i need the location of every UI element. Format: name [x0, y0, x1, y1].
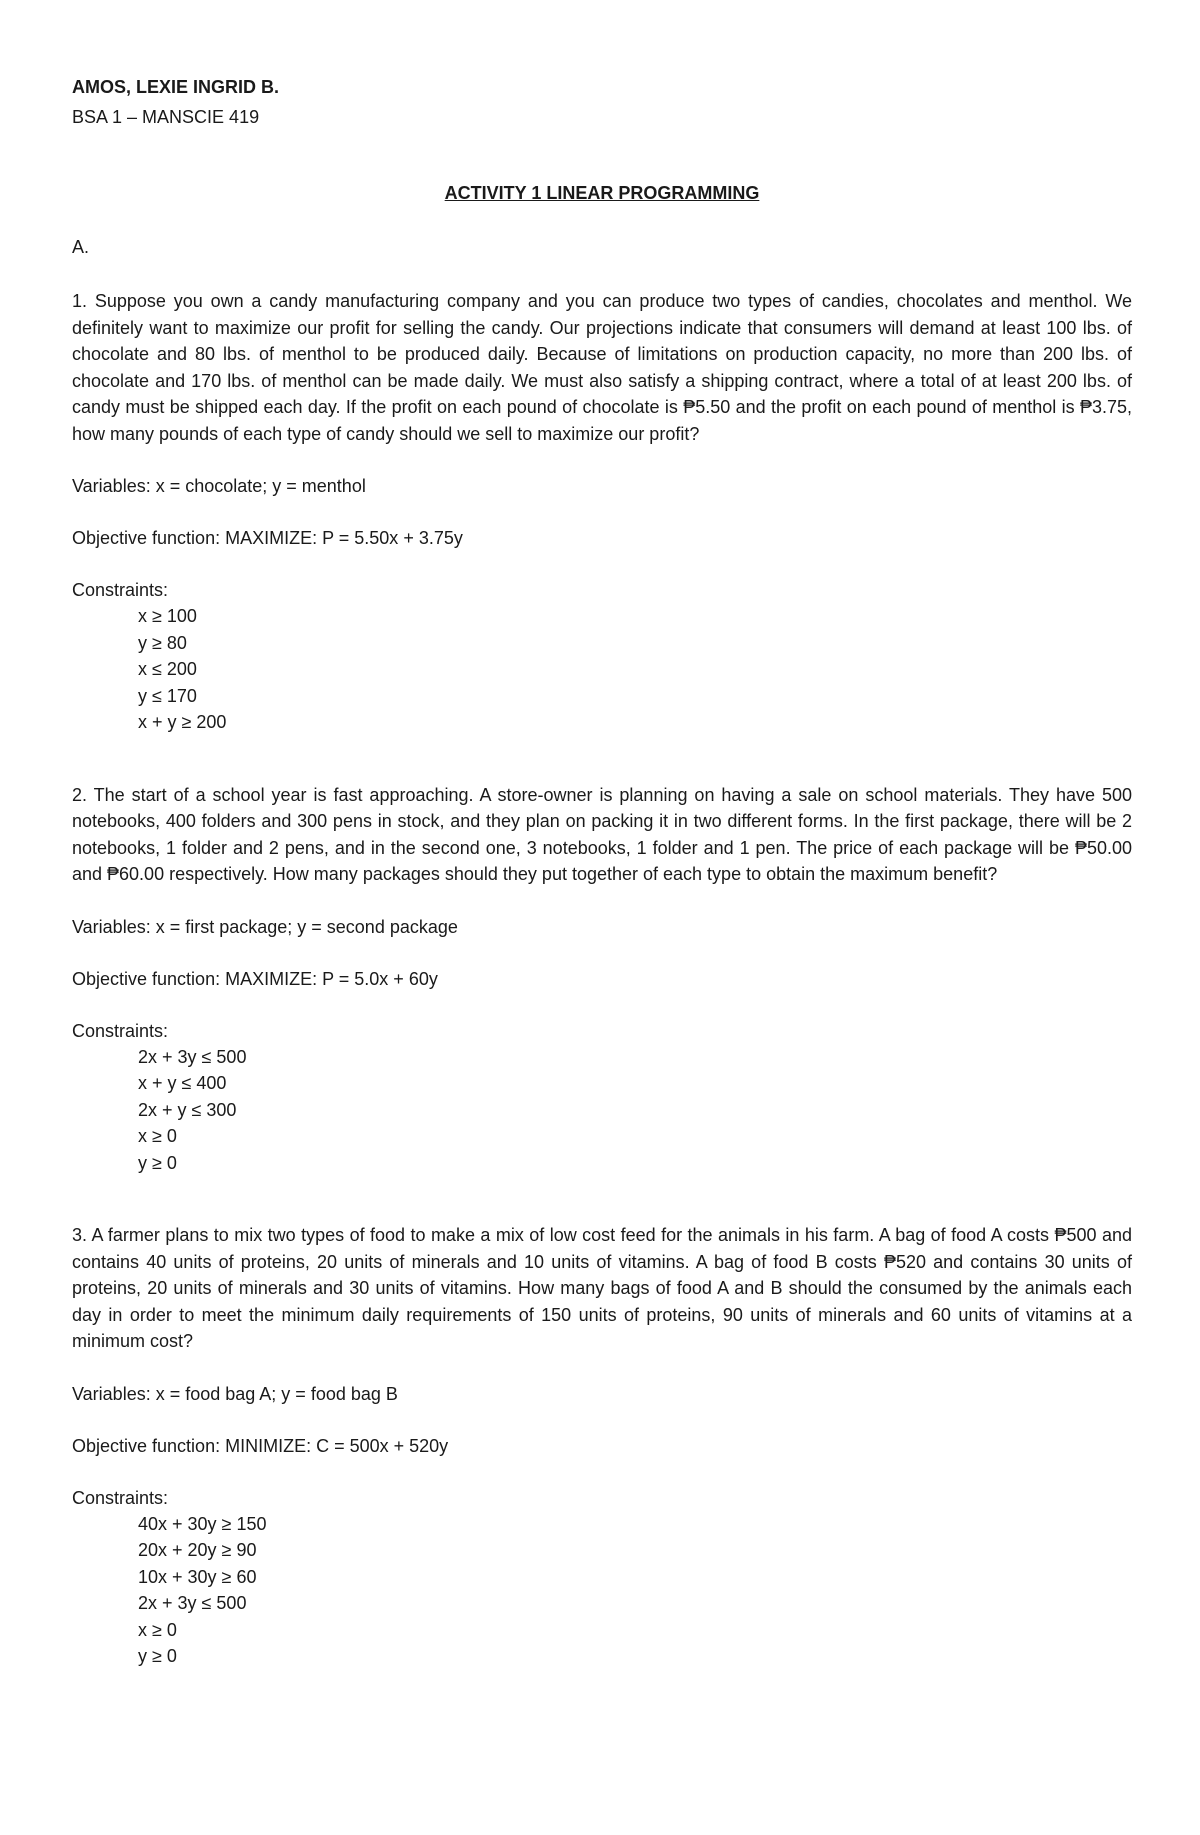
constraint-item: y ≥ 0 — [138, 1152, 177, 1173]
course-code: BSA 1 – MANSCIE 419 — [72, 107, 260, 127]
constraint-item: x + y ≤ 400 — [138, 1073, 227, 1093]
constraint-list — [72, 1044, 1132, 1177]
constraint-list — [72, 603, 1132, 736]
constraint-item: y ≥ 0 — [138, 1646, 177, 1666]
constraint-item: x ≤ 200 — [138, 659, 197, 679]
objective-line: Objective function: MAXIMIZE: P = 5.0x + 60y — [72, 968, 438, 989]
constraint-item: y ≤ 170 — [138, 685, 197, 706]
problem-2 — [72, 782, 1132, 1177]
problem-statement: 2. The start of a school year is fast approaching. A store-owner is planning on having a sale on school materials. They have 500 notebooks, 400 folders and 300 pens in stock, and they plan on packing it in two different forms. In the first package, there will be 2 notebooks, 1 folder and 2 pens, and in the second one, 3 notebooks, 1 folder and 1 pen. The price of each package will be ₱50.00 and ₱60.00 respectively. How many packages should they put together of each type to obtain the maximum benefit? — [72, 784, 1132, 884]
constraints-label: Constraints: — [72, 580, 169, 600]
variables-line: Variables: x = food bag A; y = food bag B — [72, 1383, 398, 1404]
objective-line: Objective function: MAXIMIZE: P = 5.50x + 3.75y — [72, 528, 463, 548]
variables-line: Variables: x = chocolate; y = menthol — [72, 476, 366, 496]
constraint-item: 10x + 30y ≥ 60 — [138, 1566, 257, 1587]
constraints-label: Constraints: — [72, 1020, 169, 1041]
student-name: AMOS, LEXIE INGRID B. — [72, 77, 280, 97]
constraint-item: x ≥ 0 — [138, 1619, 177, 1640]
objective-line: Objective function: MINIMIZE: C = 500x + 520y — [72, 1435, 449, 1456]
constraint-item: x ≥ 100 — [138, 606, 197, 626]
section-label: A. — [72, 237, 90, 257]
constraint-item: x ≥ 0 — [138, 1126, 177, 1146]
problem-1 — [72, 288, 1132, 736]
constraint-item: 2x + 3y ≤ 500 — [138, 1593, 247, 1613]
document-title: ACTIVITY 1 LINEAR PROGRAMMING — [444, 183, 760, 203]
constraint-item: 2x + 3y ≤ 500 — [138, 1046, 247, 1067]
constraint-item: 20x + 20y ≥ 90 — [138, 1540, 257, 1560]
constraint-item: 40x + 30y ≥ 150 — [138, 1513, 267, 1534]
constraint-item: 2x + y ≤ 300 — [138, 1099, 237, 1120]
constraint-item: y ≥ 80 — [138, 632, 187, 653]
problem-statement: 1. Suppose you own a candy manufacturing company and you can produce two types of candies, chocolates and menthol. We definitely want to maximize our profit for selling the candy. Our projections indicate that consumers will demand at least 100 lbs. of chocolate and 80 lbs. of menthol to be produced daily. Because of limitations on production capacity, no more than 200 lbs. of chocolate and 170 lbs. of menthol can be made daily. We must also satisfy a shipping contract, where a total of at least 200 lbs. of candy must be shipped each day. If the profit on each pound of chocolate is ₱5.50 and the profit on each pound of menthol is ₱3.75, how many pounds of each type of candy should we sell to maximize our profit? — [72, 291, 1132, 444]
constraint-list — [72, 1511, 1132, 1670]
constraint-item: x + y ≥ 200 — [138, 712, 227, 732]
document-page — [72, 72, 1132, 1670]
problem-3 — [72, 1222, 1132, 1670]
constraints-label: Constraints: — [72, 1487, 169, 1508]
variables-line: Variables: x = first package; y = second package — [72, 916, 458, 937]
problem-statement: 3. A farmer plans to mix two types of food to make a mix of low cost feed for the animals in his farm. A bag of food A costs ₱500 and contains 40 units of proteins, 20 units of minerals and 10 units of vitamins. A bag of food B costs ₱520 and contains 30 units of proteins, 20 units of minerals and 30 units of vitamins. How many bags of food A and B should the consumed by the animals each day in order to meet the minimum daily requirements of 150 units of proteins, 90 units of minerals and 60 units of vitamins at a minimum cost? — [72, 1225, 1132, 1351]
